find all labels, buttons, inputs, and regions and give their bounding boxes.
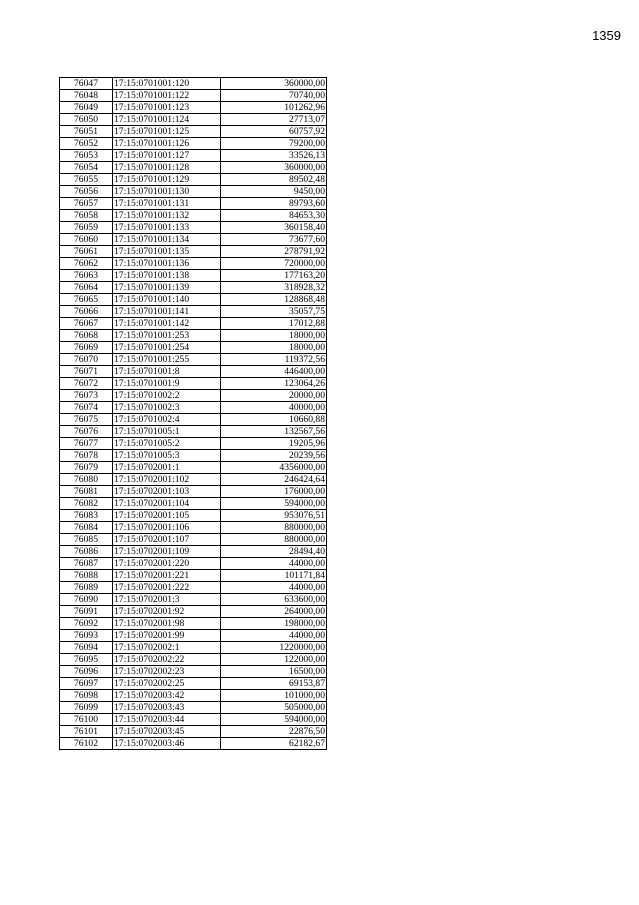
table-row <box>60 150 327 162</box>
cadastral-number-cell: 17:15:0702002:25 <box>113 678 221 690</box>
cadastral-number-cell: 17:15:0701001:126 <box>113 138 221 150</box>
table-row <box>60 702 327 714</box>
row-number-cell: 76097 <box>60 678 113 690</box>
row-number-cell: 76071 <box>60 366 113 378</box>
table-row <box>60 498 327 510</box>
cadastral-value-cell: 720000,00 <box>221 258 327 270</box>
table-row <box>60 714 327 726</box>
table-row <box>60 558 327 570</box>
cadastral-number-cell: 17:15:0701005:2 <box>113 438 221 450</box>
cadastral-number-cell: 17:15:0701001:128 <box>113 162 221 174</box>
cadastral-value-cell: 122000,00 <box>221 654 327 666</box>
cadastral-value-cell: 1220000,00 <box>221 642 327 654</box>
cadastral-value-cell: 198000,00 <box>221 618 327 630</box>
row-number-cell: 76069 <box>60 342 113 354</box>
table-row <box>60 186 327 198</box>
row-number-cell: 76055 <box>60 174 113 186</box>
row-number-cell: 76072 <box>60 378 113 390</box>
cadastral-number-cell: 17:15:0701002:3 <box>113 402 221 414</box>
row-number-cell: 76092 <box>60 618 113 630</box>
cadastral-number-cell: 17:15:0702001:98 <box>113 618 221 630</box>
table-row <box>60 282 327 294</box>
row-number-cell: 76050 <box>60 114 113 126</box>
cadastral-number-cell: 17:15:0702003:44 <box>113 714 221 726</box>
table-row <box>60 246 327 258</box>
cadastral-number-cell: 17:15:0701005:1 <box>113 426 221 438</box>
table-row <box>60 594 327 606</box>
row-number-cell: 76085 <box>60 534 113 546</box>
row-number-cell: 76083 <box>60 510 113 522</box>
cadastral-value-cell: 4356000,00 <box>221 462 327 474</box>
row-number-cell: 76049 <box>60 102 113 114</box>
cadastral-value-cell: 132567,56 <box>221 426 327 438</box>
cadastral-number-cell: 17:15:0701001:135 <box>113 246 221 258</box>
cadastral-number-cell: 17:15:0701001:127 <box>113 150 221 162</box>
row-number-cell: 76078 <box>60 450 113 462</box>
row-number-cell: 76090 <box>60 594 113 606</box>
table-row <box>60 486 327 498</box>
row-number-cell: 76082 <box>60 498 113 510</box>
table-row <box>60 642 327 654</box>
table-row <box>60 222 327 234</box>
row-number-cell: 76100 <box>60 714 113 726</box>
row-number-cell: 76101 <box>60 726 113 738</box>
table-row <box>60 126 327 138</box>
table-row <box>60 330 327 342</box>
cadastral-number-cell: 17:15:0702001:1 <box>113 462 221 474</box>
cadastral-value-cell: 177163,20 <box>221 270 327 282</box>
row-number-cell: 76080 <box>60 474 113 486</box>
cadastral-value-cell: 101262,96 <box>221 102 327 114</box>
row-number-cell: 76061 <box>60 246 113 258</box>
row-number-cell: 76060 <box>60 234 113 246</box>
cadastral-number-cell: 17:15:0701001:253 <box>113 330 221 342</box>
cadastral-number-cell: 17:15:0701001:139 <box>113 282 221 294</box>
cadastral-number-cell: 17:15:0701005:3 <box>113 450 221 462</box>
row-number-cell: 76059 <box>60 222 113 234</box>
cadastral-number-cell: 17:15:0701001:124 <box>113 114 221 126</box>
cadastral-value-cell: 22876,50 <box>221 726 327 738</box>
cadastral-value-cell: 27713,07 <box>221 114 327 126</box>
cadastral-value-cell: 594000,00 <box>221 714 327 726</box>
row-number-cell: 76093 <box>60 630 113 642</box>
table-row <box>60 450 327 462</box>
cadastral-number-cell: 17:15:0702003:42 <box>113 690 221 702</box>
cadastral-number-cell: 17:15:0702003:46 <box>113 738 221 750</box>
row-number-cell: 76074 <box>60 402 113 414</box>
cadastral-number-cell: 17:15:0701001:132 <box>113 210 221 222</box>
row-number-cell: 76062 <box>60 258 113 270</box>
cadastral-number-cell: 17:15:0701002:2 <box>113 390 221 402</box>
cadastral-value-cell: 9450,00 <box>221 186 327 198</box>
row-number-cell: 76058 <box>60 210 113 222</box>
cadastral-value-cell: 880000,00 <box>221 522 327 534</box>
table-row <box>60 738 327 750</box>
row-number-cell: 76086 <box>60 546 113 558</box>
cadastral-number-cell: 17:15:0702001:106 <box>113 522 221 534</box>
table-row <box>60 90 327 102</box>
row-number-cell: 76099 <box>60 702 113 714</box>
table-row <box>60 534 327 546</box>
cadastral-value-cell: 44000,00 <box>221 558 327 570</box>
table-row <box>60 654 327 666</box>
table-row <box>60 210 327 222</box>
table-body <box>60 78 327 750</box>
table-row <box>60 378 327 390</box>
row-number-cell: 76056 <box>60 186 113 198</box>
cadastral-value-cell: 28494,40 <box>221 546 327 558</box>
cadastral-value-cell: 446400,00 <box>221 366 327 378</box>
table-row <box>60 78 327 90</box>
row-number-cell: 76087 <box>60 558 113 570</box>
cadastral-number-cell: 17:15:0702001:221 <box>113 570 221 582</box>
table-row <box>60 354 327 366</box>
cadastral-value-cell: 17012,88 <box>221 318 327 330</box>
cadastral-number-cell: 17:15:0701001:136 <box>113 258 221 270</box>
cadastral-value-cell: 880000,00 <box>221 534 327 546</box>
table-row <box>60 582 327 594</box>
table-row <box>60 390 327 402</box>
cadastral-value-cell: 16500,00 <box>221 666 327 678</box>
cadastral-number-cell: 17:15:0701001:9 <box>113 378 221 390</box>
cadastral-value-cell: 19205,96 <box>221 438 327 450</box>
table-row <box>60 366 327 378</box>
cadastral-value-cell: 246424,64 <box>221 474 327 486</box>
cadastral-value-table <box>59 77 327 750</box>
row-number-cell: 76054 <box>60 162 113 174</box>
cadastral-number-cell: 17:15:0702003:45 <box>113 726 221 738</box>
table-row <box>60 546 327 558</box>
cadastral-value-cell: 44000,00 <box>221 582 327 594</box>
table-row <box>60 462 327 474</box>
cadastral-value-cell: 594000,00 <box>221 498 327 510</box>
cadastral-number-cell: 17:15:0701001:134 <box>113 234 221 246</box>
cadastral-value-cell: 20239,56 <box>221 450 327 462</box>
table-row <box>60 402 327 414</box>
cadastral-value-cell: 123064,26 <box>221 378 327 390</box>
cadastral-value-cell: 20000,00 <box>221 390 327 402</box>
row-number-cell: 76068 <box>60 330 113 342</box>
cadastral-number-cell: 17:15:0701001:254 <box>113 342 221 354</box>
row-number-cell: 76089 <box>60 582 113 594</box>
table-row <box>60 570 327 582</box>
table-row <box>60 294 327 306</box>
cadastral-value-cell: 360158,40 <box>221 222 327 234</box>
cadastral-number-cell: 17:15:0702001:3 <box>113 594 221 606</box>
row-number-cell: 76102 <box>60 738 113 750</box>
cadastral-value-cell: 89793,60 <box>221 198 327 210</box>
cadastral-number-cell: 17:15:0701001:130 <box>113 186 221 198</box>
row-number-cell: 76077 <box>60 438 113 450</box>
row-number-cell: 76091 <box>60 606 113 618</box>
cadastral-value-cell: 33526,13 <box>221 150 327 162</box>
cadastral-number-cell: 17:15:0701001:8 <box>113 366 221 378</box>
cadastral-number-cell: 17:15:0702002:23 <box>113 666 221 678</box>
cadastral-value-cell: 318928,32 <box>221 282 327 294</box>
table-row <box>60 234 327 246</box>
cadastral-value-cell: 10660,88 <box>221 414 327 426</box>
table-row <box>60 726 327 738</box>
cadastral-number-cell: 17:15:0702002:22 <box>113 654 221 666</box>
cadastral-value-cell: 62182,67 <box>221 738 327 750</box>
cadastral-number-cell: 17:15:0702001:109 <box>113 546 221 558</box>
table-row <box>60 678 327 690</box>
cadastral-number-cell: 17:15:0701001:125 <box>113 126 221 138</box>
cadastral-number-cell: 17:15:0701001:123 <box>113 102 221 114</box>
cadastral-value-cell: 18000,00 <box>221 330 327 342</box>
cadastral-number-cell: 17:15:0702001:104 <box>113 498 221 510</box>
cadastral-value-cell: 44000,00 <box>221 630 327 642</box>
row-number-cell: 76067 <box>60 318 113 330</box>
cadastral-value-cell: 79200,00 <box>221 138 327 150</box>
table-row <box>60 270 327 282</box>
cadastral-value-cell: 35057,75 <box>221 306 327 318</box>
cadastral-value-cell: 264000,00 <box>221 606 327 618</box>
row-number-cell: 76094 <box>60 642 113 654</box>
cadastral-value-cell: 119372,56 <box>221 354 327 366</box>
cadastral-value-cell: 505000,00 <box>221 702 327 714</box>
cadastral-number-cell: 17:15:0702001:107 <box>113 534 221 546</box>
row-number-cell: 76075 <box>60 414 113 426</box>
cadastral-value-cell: 18000,00 <box>221 342 327 354</box>
cadastral-value-cell: 101171,84 <box>221 570 327 582</box>
cadastral-number-cell: 17:15:0701001:122 <box>113 90 221 102</box>
cadastral-number-cell: 17:15:0702001:222 <box>113 582 221 594</box>
row-number-cell: 76051 <box>60 126 113 138</box>
cadastral-number-cell: 17:15:0701001:255 <box>113 354 221 366</box>
table-row <box>60 258 327 270</box>
table-row <box>60 198 327 210</box>
table-row <box>60 342 327 354</box>
cadastral-number-cell: 17:15:0702001:99 <box>113 630 221 642</box>
cadastral-number-cell: 17:15:0701001:133 <box>113 222 221 234</box>
cadastral-value-cell: 176000,00 <box>221 486 327 498</box>
row-number-cell: 76053 <box>60 150 113 162</box>
table-row <box>60 438 327 450</box>
cadastral-number-cell: 17:15:0701001:129 <box>113 174 221 186</box>
cadastral-value-cell: 84653,30 <box>221 210 327 222</box>
cadastral-value-cell: 128868,48 <box>221 294 327 306</box>
table-row <box>60 414 327 426</box>
row-number-cell: 76095 <box>60 654 113 666</box>
cadastral-value-cell: 73677,60 <box>221 234 327 246</box>
cadastral-number-cell: 17:15:0701001:142 <box>113 318 221 330</box>
table-row <box>60 306 327 318</box>
table-row <box>60 318 327 330</box>
cadastral-value-cell: 69153,87 <box>221 678 327 690</box>
cadastral-number-cell: 17:15:0701002:4 <box>113 414 221 426</box>
row-number-cell: 76057 <box>60 198 113 210</box>
table-row <box>60 102 327 114</box>
table-row <box>60 618 327 630</box>
row-number-cell: 76088 <box>60 570 113 582</box>
row-number-cell: 76096 <box>60 666 113 678</box>
table-row <box>60 630 327 642</box>
row-number-cell: 76079 <box>60 462 113 474</box>
row-number-cell: 76070 <box>60 354 113 366</box>
table-row <box>60 174 327 186</box>
cadastral-number-cell: 17:15:0702003:43 <box>113 702 221 714</box>
cadastral-number-cell: 17:15:0702001:105 <box>113 510 221 522</box>
cadastral-value-cell: 101000,00 <box>221 690 327 702</box>
cadastral-number-cell: 17:15:0701001:141 <box>113 306 221 318</box>
cadastral-number-cell: 17:15:0702001:103 <box>113 486 221 498</box>
table-row <box>60 522 327 534</box>
cadastral-value-cell: 278791,92 <box>221 246 327 258</box>
table-row <box>60 426 327 438</box>
row-number-cell: 76098 <box>60 690 113 702</box>
table-row <box>60 690 327 702</box>
row-number-cell: 76081 <box>60 486 113 498</box>
table-row <box>60 606 327 618</box>
row-number-cell: 76052 <box>60 138 113 150</box>
table-row <box>60 474 327 486</box>
table-row <box>60 138 327 150</box>
cadastral-value-cell: 633600,00 <box>221 594 327 606</box>
row-number-cell: 76047 <box>60 78 113 90</box>
row-number-cell: 76076 <box>60 426 113 438</box>
cadastral-value-cell: 70740,00 <box>221 90 327 102</box>
row-number-cell: 76064 <box>60 282 113 294</box>
page-number: 1359 <box>592 28 621 43</box>
cadastral-value-cell: 360000,00 <box>221 78 327 90</box>
cadastral-value-cell: 40000,00 <box>221 402 327 414</box>
table-row <box>60 666 327 678</box>
cadastral-number-cell: 17:15:0701001:140 <box>113 294 221 306</box>
cadastral-number-cell: 17:15:0702001:220 <box>113 558 221 570</box>
row-number-cell: 76065 <box>60 294 113 306</box>
table-row <box>60 114 327 126</box>
cadastral-value-cell: 60757,92 <box>221 126 327 138</box>
table-row <box>60 162 327 174</box>
cadastral-value-cell: 360000,00 <box>221 162 327 174</box>
row-number-cell: 76073 <box>60 390 113 402</box>
row-number-cell: 76063 <box>60 270 113 282</box>
cadastral-value-cell: 89502,48 <box>221 174 327 186</box>
cadastral-number-cell: 17:15:0702002:1 <box>113 642 221 654</box>
row-number-cell: 76066 <box>60 306 113 318</box>
row-number-cell: 76084 <box>60 522 113 534</box>
row-number-cell: 76048 <box>60 90 113 102</box>
cadastral-value-cell: 953076,51 <box>221 510 327 522</box>
cadastral-number-cell: 17:15:0701001:138 <box>113 270 221 282</box>
cadastral-number-cell: 17:15:0701001:131 <box>113 198 221 210</box>
table-row <box>60 510 327 522</box>
cadastral-number-cell: 17:15:0701001:120 <box>113 78 221 90</box>
cadastral-number-cell: 17:15:0702001:92 <box>113 606 221 618</box>
cadastral-number-cell: 17:15:0702001:102 <box>113 474 221 486</box>
